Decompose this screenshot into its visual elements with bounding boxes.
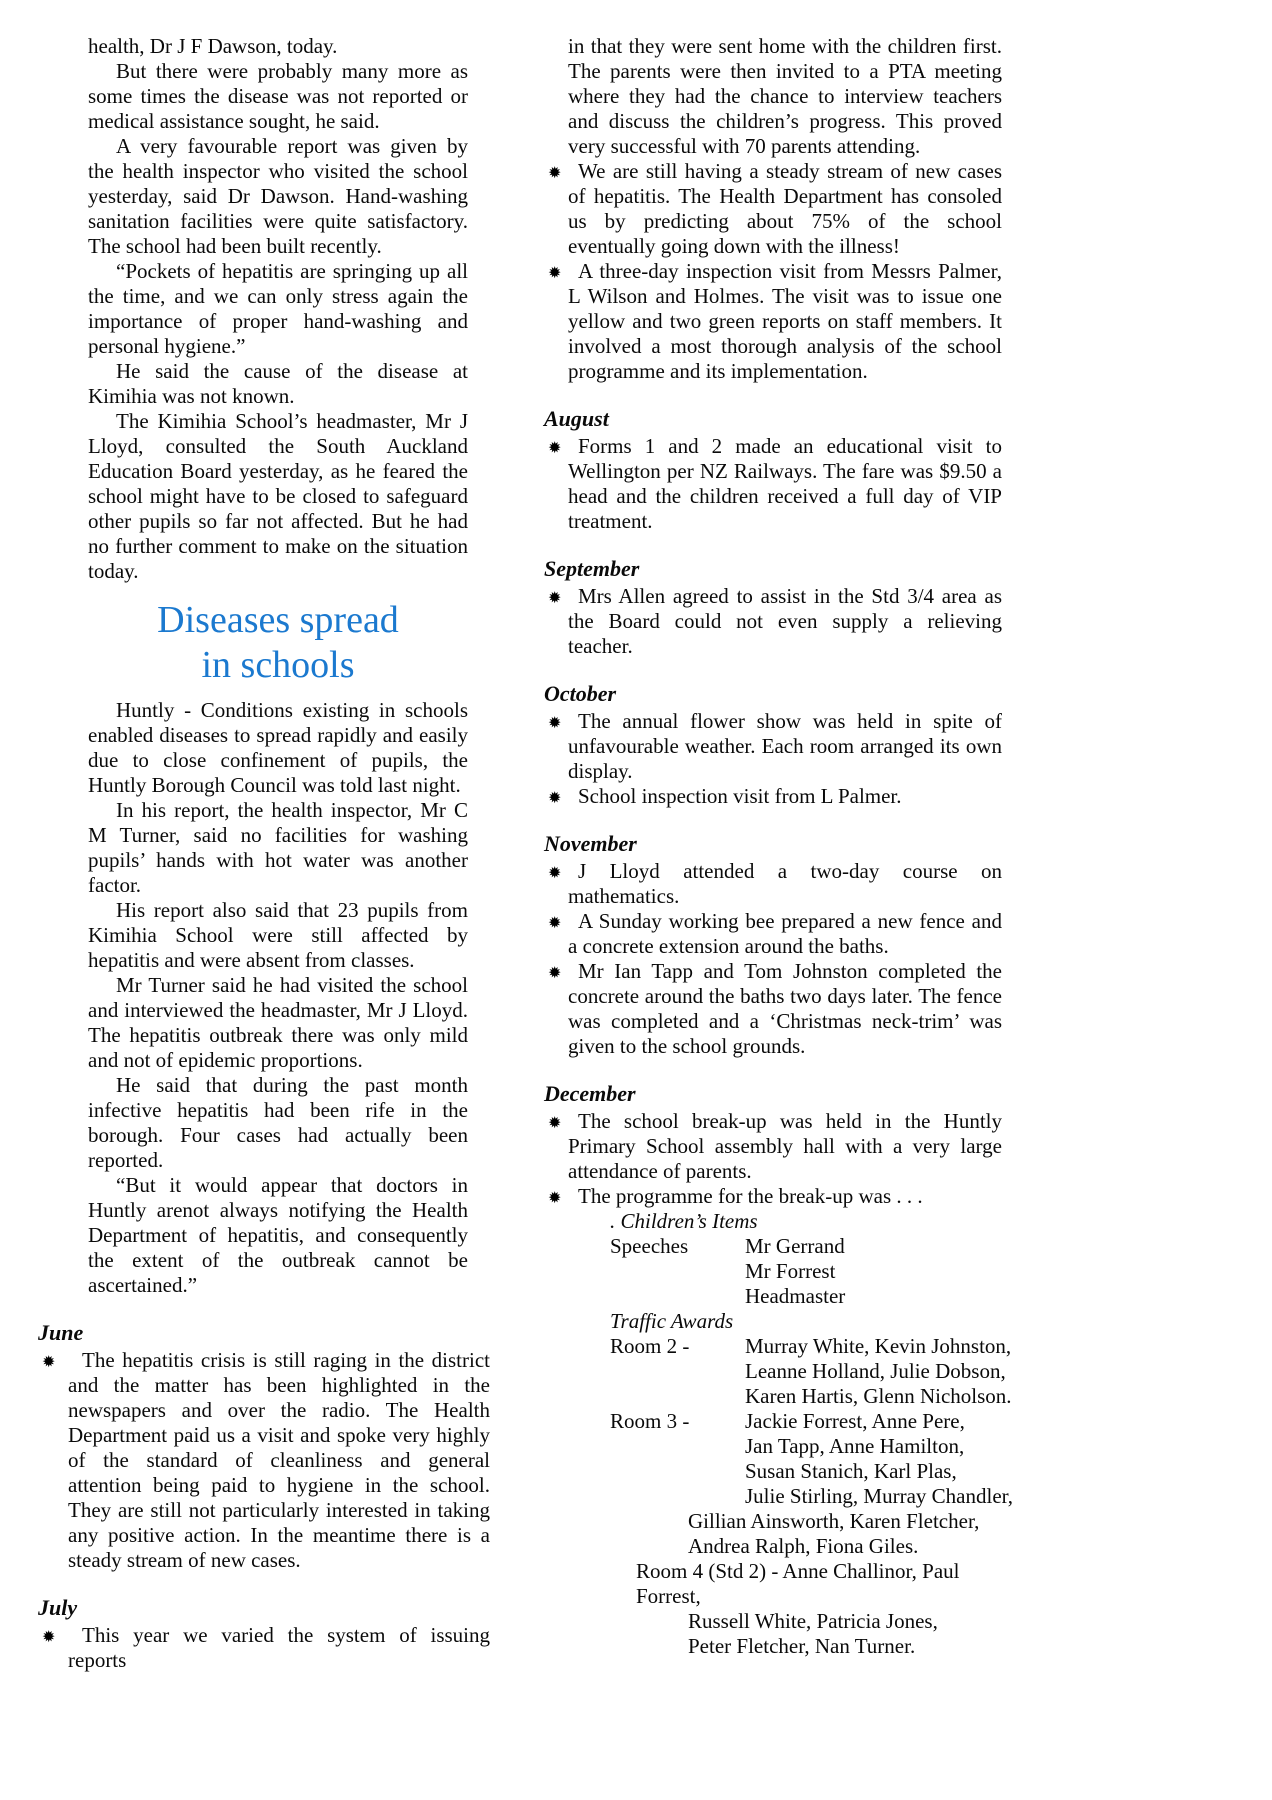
bullet-item [540, 434, 1002, 534]
programme-value: Jan Tapp, Anne Hamilton, [745, 1434, 965, 1458]
month-heading-november: November [544, 831, 637, 856]
programme-row [610, 1259, 1002, 1284]
programme-row [610, 1434, 1002, 1459]
headline-line2: in schools [201, 644, 355, 686]
bullet-item [38, 1623, 490, 1673]
bullet-text: J Lloyd attended a two-day course on mathematics. [568, 859, 1002, 908]
bullet-item [540, 784, 1002, 809]
paragraph: Huntly - Conditions existing in schools enabled diseases to spread rapidly and easily due to close confinement of pupils, the Huntly Borough Council was told last night. [88, 698, 468, 797]
programme-value: Andrea Ralph, Fiona Giles. [688, 1534, 919, 1558]
programme-label [610, 1284, 745, 1309]
bullet-item [38, 1348, 490, 1573]
left-column [38, 34, 490, 1673]
starburst-bullet-icon: ✹ [548, 163, 562, 182]
month-heading-october: October [544, 681, 617, 706]
programme-value: Mr Gerrand [745, 1234, 845, 1258]
paragraph: But there were probably many more as some times the disease was not reported or medical assistance sought, he said. [88, 59, 468, 133]
programme-label: Speeches [610, 1234, 689, 1258]
programme-row [610, 1234, 1002, 1259]
programme-value: Peter Fletcher, Nan Turner. [688, 1634, 916, 1658]
starburst-bullet-icon: ✹ [42, 1627, 56, 1646]
starburst-bullet-icon: ✹ [42, 1352, 56, 1371]
programme-row [610, 1334, 1012, 1359]
bullet-text: The programme for the break-up was . . . [578, 1184, 923, 1208]
bullet-text: We are still having a steady stream of new cases of hepatitis. The Health Department has consoled us by predicting about 75% of the school eventually going down with the illness! [568, 159, 1002, 258]
bullet-text: The school break-up was held in the Huntly Primary School assembly hall with a very large attendance of parents. [568, 1109, 1002, 1183]
bullet-item [540, 1184, 1002, 1209]
bullet-item [540, 584, 1002, 659]
programme-row [610, 1459, 1002, 1484]
programme-row [610, 1359, 1006, 1384]
paragraph: The Kimihia School’s headmaster, Mr J Lloyd, consulted the South Auckland Education Board yesterday, as he feared the school might have to be closed to safeguard other pupils so far not affected. But he had no further comment to make on the situation today. [88, 409, 468, 583]
month-heading-july: July [38, 1595, 78, 1620]
bullet-item [540, 709, 1002, 784]
bullet-text: Mr Ian Tapp and Tom Johnston completed the concrete around the baths two days later. The fence was completed and a ‘Christmas neck-trim’ was given to the school grounds. [568, 959, 1002, 1058]
programme-row [610, 1409, 1002, 1434]
bullet-item [540, 959, 1002, 1059]
programme-label [610, 1459, 745, 1484]
programme-row [610, 1284, 1002, 1309]
starburst-bullet-icon: ✹ [548, 788, 562, 807]
month-heading-september: September [544, 556, 640, 581]
bullet-item [540, 909, 1002, 959]
programme-value: Susan Stanich, Karl Plas, [745, 1459, 957, 1483]
programme-value: Gillian Ainsworth, Karen Fletcher, [688, 1509, 980, 1533]
programme-value: Karen Hartis, Glenn Nicholson. [745, 1384, 1012, 1408]
programme-label [610, 1434, 745, 1459]
paragraph: A very favourable report was given by the health inspector who visited the school yesterday, said Dr Dawson. Hand-washing sanitation facilities were quite satisfactory. The school had been built recently. [88, 134, 468, 258]
paragraph-continuation: in that they were sent home with the children first. The parents were then invited to a PTA meeting where they had the chance to interview teachers and discuss the children’s progress. This proved very successful with 70 parents attending. [568, 34, 1002, 158]
bullet-item [540, 159, 1002, 259]
programme-row [610, 1484, 1014, 1509]
starburst-bullet-icon: ✹ [548, 263, 562, 282]
paragraph: Mr Turner said he had visited the school and interviewed the headmaster, Mr J Lloyd. The hepatitis outbreak there was only mild and not of epidemic proportions. [88, 973, 468, 1072]
paragraph: His report also said that 23 pupils from Kimihia School were still affected by hepatitis and were absent from classes. [88, 898, 468, 972]
programme-value: Jackie Forrest, Anne Pere, [745, 1409, 965, 1433]
article-headline [88, 598, 468, 688]
programme-subheading: Traffic Awards [610, 1309, 734, 1333]
bullet-item [540, 859, 1002, 909]
programme-label: Room 2 - [610, 1334, 690, 1358]
month-heading-august: August [544, 406, 609, 431]
programme-value: Leanne Holland, Julie Dobson, [745, 1359, 1006, 1383]
programme-subheading: . Children’s Items [610, 1209, 758, 1233]
programme-value: Julie Stirling, Murray Chandler, [745, 1484, 1014, 1508]
starburst-bullet-icon: ✹ [548, 588, 562, 607]
paragraph: “Pockets of hepatitis are springing up all the time, and we can only stress again the importance of proper hand-washing and personal hygiene.” [88, 259, 468, 358]
starburst-bullet-icon: ✹ [548, 1188, 562, 1207]
bullet-text: The hepatitis crisis is still raging in the district and the matter has been highlighted in the newspapers and over the radio. The Health Department paid us a visit and spoke very highly of the standard of cleanliness and general attention being paid to hygiene in the school. They are still not particularly interested in taking any positive action. In the meantime there is a steady stream of new cases. [68, 1348, 490, 1572]
bullet-item [540, 1109, 1002, 1184]
right-column [540, 34, 1014, 1659]
paragraph: In his report, the health inspector, Mr C M Turner, said no facilities for washing pupils’ hands with hot water was another factor. [88, 798, 468, 897]
programme-value: Murray White, Kevin Johnston, [745, 1334, 1012, 1358]
starburst-bullet-icon: ✹ [548, 713, 562, 732]
programme-row [610, 1384, 1012, 1409]
programme-value: Russell White, Patricia Jones, [688, 1609, 938, 1633]
bullet-text: Forms 1 and 2 made an educational visit to Wellington per NZ Railways. The fare was $9.50 a head and the children received a full day of VIP treatment. [568, 434, 1002, 533]
bullet-text: Mrs Allen agreed to assist in the Std 3/4 area as the Board could not even supply a relieving teacher. [568, 584, 1002, 658]
paragraph: He said that during the past month infective hepatitis had been rife in the borough. Four cases had actually been reported. [88, 1073, 468, 1172]
headline-line1: Diseases spread [157, 599, 399, 641]
programme-value: Room 4 (Std 2) - Anne Challinor, Paul Forrest, [636, 1559, 960, 1608]
bullet-text: This year we varied the system of issuing reports [68, 1623, 490, 1672]
programme-list [540, 1209, 1014, 1659]
bullet-text: A three-day inspection visit from Messrs Palmer, L Wilson and Holmes. The visit was to issue one yellow and two green reports on staff members. It involved a most thorough analysis of the school programme and its implementation. [568, 259, 1002, 383]
starburst-bullet-icon: ✹ [548, 963, 562, 982]
paragraph: “But it would appear that doctors in Huntly arenot always notifying the Health Department of hepatitis, and consequently the extent of the outbreak cannot be ascertained.” [88, 1173, 468, 1297]
programme-label [610, 1259, 745, 1284]
starburst-bullet-icon: ✹ [548, 1113, 562, 1132]
month-heading-december: December [544, 1081, 636, 1106]
programme-label: Room 3 - [610, 1409, 690, 1433]
starburst-bullet-icon: ✹ [548, 438, 562, 457]
bullet-text: School inspection visit from L Palmer. [578, 784, 902, 808]
paragraph-continuation: health, Dr J F Dawson, today. [88, 34, 338, 58]
programme-value: Headmaster [745, 1284, 846, 1308]
programme-label [610, 1384, 745, 1409]
programme-value: Mr Forrest [745, 1259, 836, 1283]
bullet-item [540, 259, 1002, 384]
starburst-bullet-icon: ✹ [548, 863, 562, 882]
bullet-text: A Sunday working bee prepared a new fence and a concrete extension around the baths. [568, 909, 1002, 958]
month-heading-june: June [38, 1320, 84, 1345]
paragraph: He said the cause of the disease at Kimihia was not known. [88, 359, 468, 408]
programme-label [610, 1484, 745, 1509]
bullet-text: The annual flower show was held in spite of unfavourable weather. Each room arranged its own display. [568, 709, 1002, 783]
programme-label [610, 1359, 745, 1384]
starburst-bullet-icon: ✹ [548, 913, 562, 932]
